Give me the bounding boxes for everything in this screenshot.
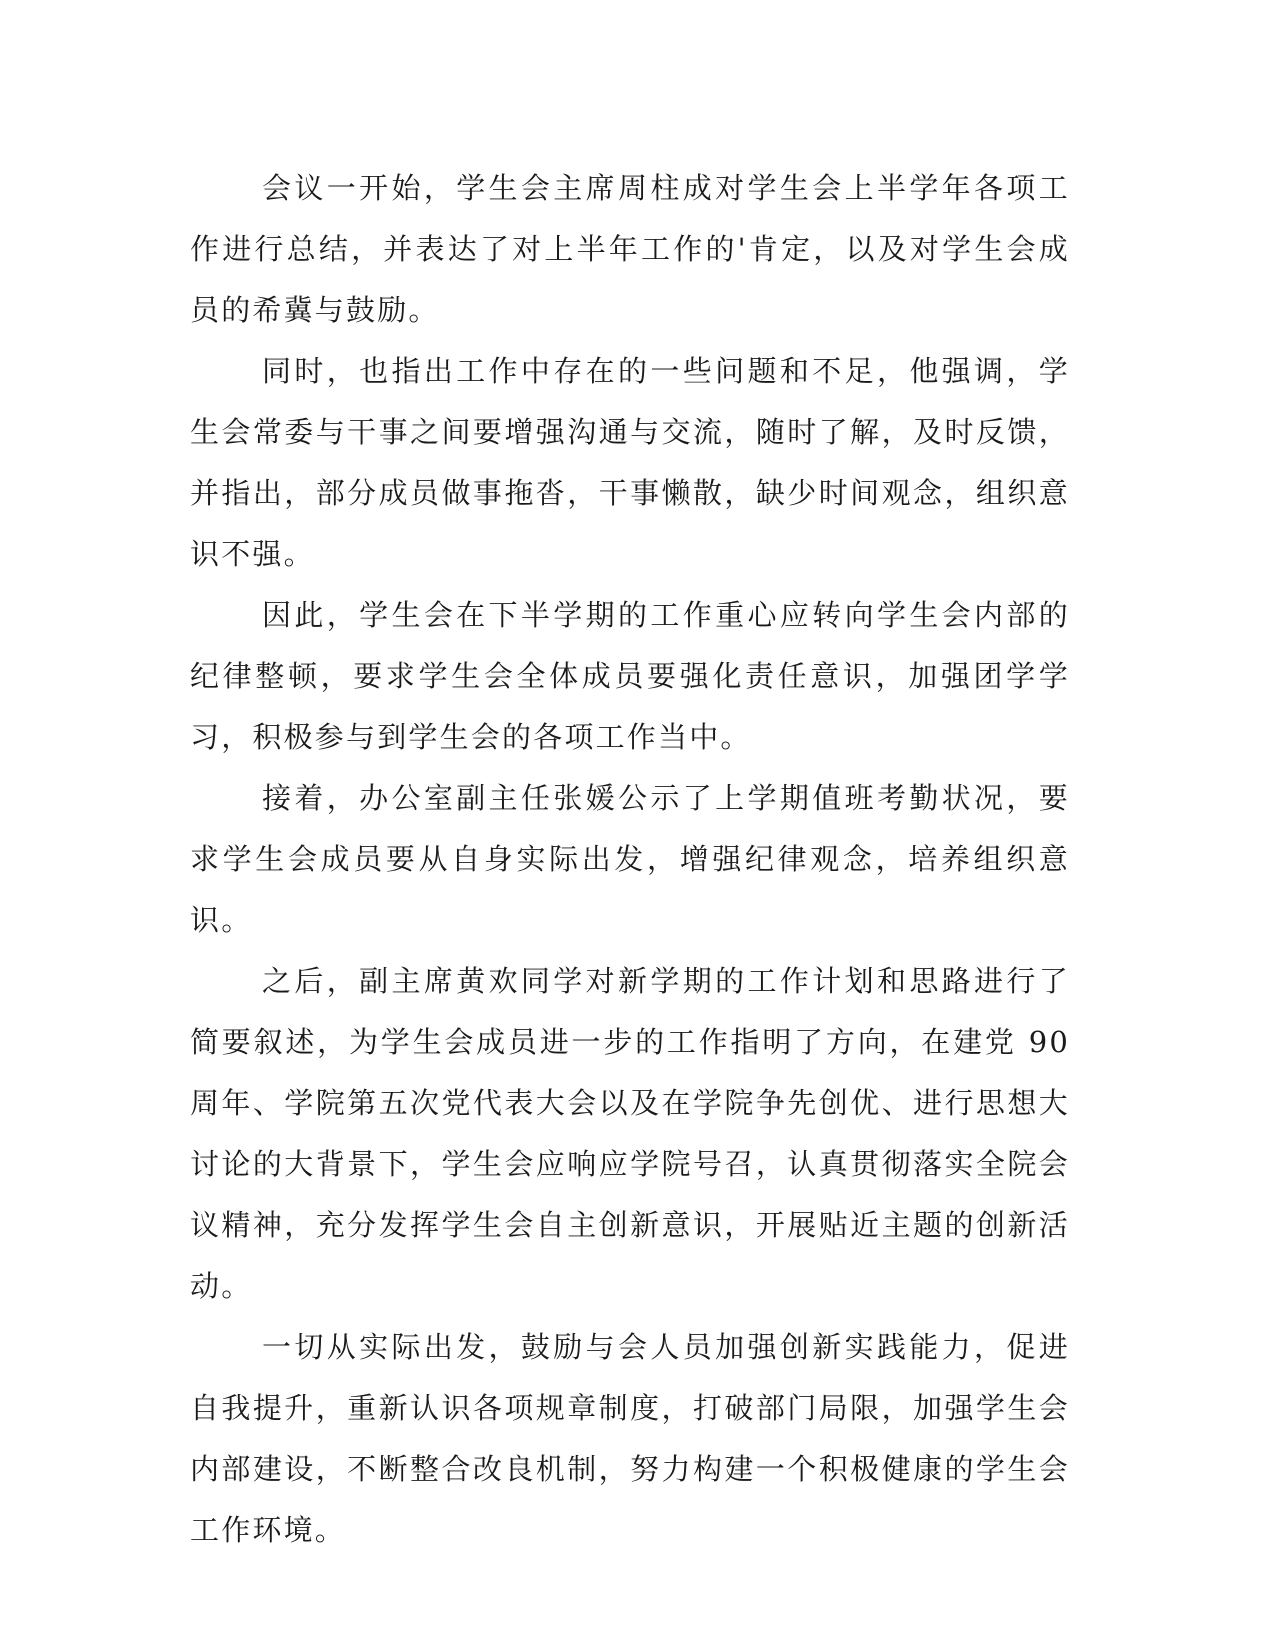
- paragraph-6: 一切从实际出发，鼓励与会人员加强创新实践能力，促进自我提升，重新认识各项规章制度，打破部门局限，加强学生会内部建设，不断整合改良机制，努力构建一个积极健康的学生会工作环境。: [190, 1330, 1070, 1547]
- paragraph-5: 之后，副主席黄欢同学对新学期的工作计划和思路进行了简要叙述，为学生会成员进一步的工作指明了方向，在建党 90 周年、学院第五次党代表大会以及在学院争先创优、进行思想大讨论的大背景下，学生会应响应学院号召，认真贯彻落实全院会议精神，充分发挥学生会自主创新意识，开展贴近主题的创新活动。: [190, 964, 1070, 1303]
- document-body: [190, 158, 1070, 1561]
- paragraph-1: 会议一开始，学生会主席周柱成对学生会上半学年各项工作进行总结，并表达了对上半年工作的'肯定，以及对学生会成员的希冀与鼓励。: [190, 171, 1070, 327]
- paragraph-2: 同时，也指出工作中存在的一些问题和不足，他强调，学生会常委与干事之间要增强沟通与交流，随时了解，及时反馈，并指出，部分成员做事拖沓，干事懒散，缺少时间观念，组织意识不强。: [190, 354, 1070, 571]
- paragraph-4: 接着，办公室副主任张媛公示了上学期值班考勤状况，要求学生会成员要从自身实际出发，增强纪律观念，培养组织意识。: [190, 781, 1070, 937]
- paragraph-3: 因此，学生会在下半学期的工作重心应转向学生会内部的纪律整顿，要求学生会全体成员要强化责任意识，加强团学学习，积极参与到学生会的各项工作当中。: [190, 598, 1070, 754]
